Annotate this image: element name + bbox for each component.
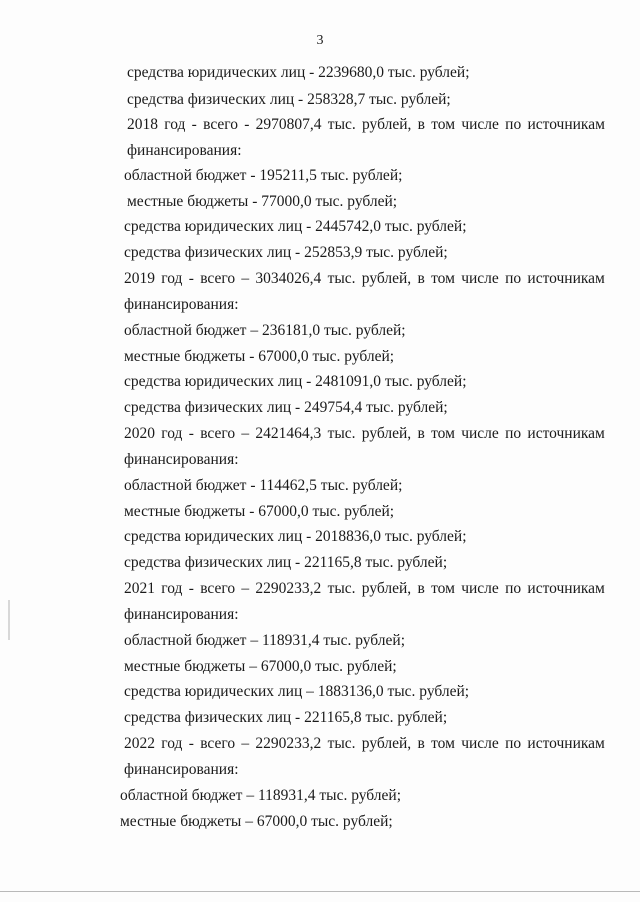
- text-line: местные бюджеты - 67000,0 тыс. рублей;: [124, 503, 395, 520]
- text-line: средства физических лиц - 249754,4 тыс. рублей;: [124, 399, 448, 416]
- year-2021-heading: [124, 579, 605, 599]
- scan-bottom-edge: [0, 891, 640, 892]
- text-line: местные бюджеты – 67000,0 тыс. рублей;: [120, 813, 393, 830]
- text-line: 2019 год - всего – 3034026,4 тыс. рублей, в том числе по источникам: [124, 270, 605, 287]
- text-line: местные бюджеты - 67000,0 тыс. рублей;: [124, 348, 395, 365]
- scan-edge-mark: [8, 600, 10, 640]
- text-line: областной бюджет – 236181,0 тыс. рублей;: [124, 322, 406, 339]
- text-line: средства юридических лиц – 1883136,0 тыс. рублей;: [124, 683, 470, 700]
- text-line: областной бюджет – 118931,4 тыс. рублей;: [120, 787, 402, 804]
- text-line: средства физических лиц - 221165,8 тыс. рублей;: [124, 709, 448, 726]
- text-line: областной бюджет - 195211,5 тыс. рублей;: [124, 167, 403, 184]
- text-line: финансирования:: [124, 451, 239, 468]
- page-number: 3: [316, 33, 324, 48]
- text-line: 2020 год - всего – 2421464,3 тыс. рублей, в том числе по источникам: [124, 425, 605, 442]
- text-line: местные бюджеты – 67000,0 тыс. рублей;: [124, 658, 397, 675]
- text-line: областной бюджет – 118931,4 тыс. рублей;: [124, 632, 406, 649]
- text-line: финансирования:: [124, 296, 239, 313]
- text-line: средства юридических лиц - 2481091,0 тыс. рублей;: [124, 373, 467, 390]
- text-line: средства физических лиц - 252853,9 тыс. рублей;: [124, 244, 448, 261]
- year-2019-heading: [124, 269, 605, 289]
- text-line: финансирования:: [124, 606, 239, 623]
- year-2022-heading: [124, 734, 605, 754]
- year-2020-heading: [124, 424, 605, 444]
- text-line: средства физических лиц - 258328,7 тыс. рублей;: [127, 91, 451, 108]
- text-line: финансирования:: [127, 142, 242, 159]
- text-line: средства юридических лиц - 2239680,0 тыс. рублей;: [127, 64, 470, 81]
- text-line: средства юридических лиц - 2018836,0 тыс. рублей;: [124, 528, 467, 545]
- text-line: 2022 год - всего – 2290233,2 тыс. рублей, в том числе по источникам: [124, 735, 605, 752]
- text-line: 2021 год - всего – 2290233,2 тыс. рублей, в том числе по источникам: [124, 580, 605, 597]
- text-line: финансирования:: [124, 761, 239, 778]
- text-line: областной бюджет - 114462,5 тыс. рублей;: [124, 477, 403, 494]
- text-line: средства юридических лиц - 2445742,0 тыс. рублей;: [124, 218, 467, 235]
- text-line: местные бюджеты - 77000,0 тыс. рублей;: [127, 193, 398, 210]
- text-line: 2018 год - всего - 2970807,4 тыс. рублей, в том числе по источникам: [127, 116, 605, 133]
- text-line: средства физических лиц - 221165,8 тыс. рублей;: [124, 554, 448, 571]
- year-2018-heading: [127, 115, 605, 135]
